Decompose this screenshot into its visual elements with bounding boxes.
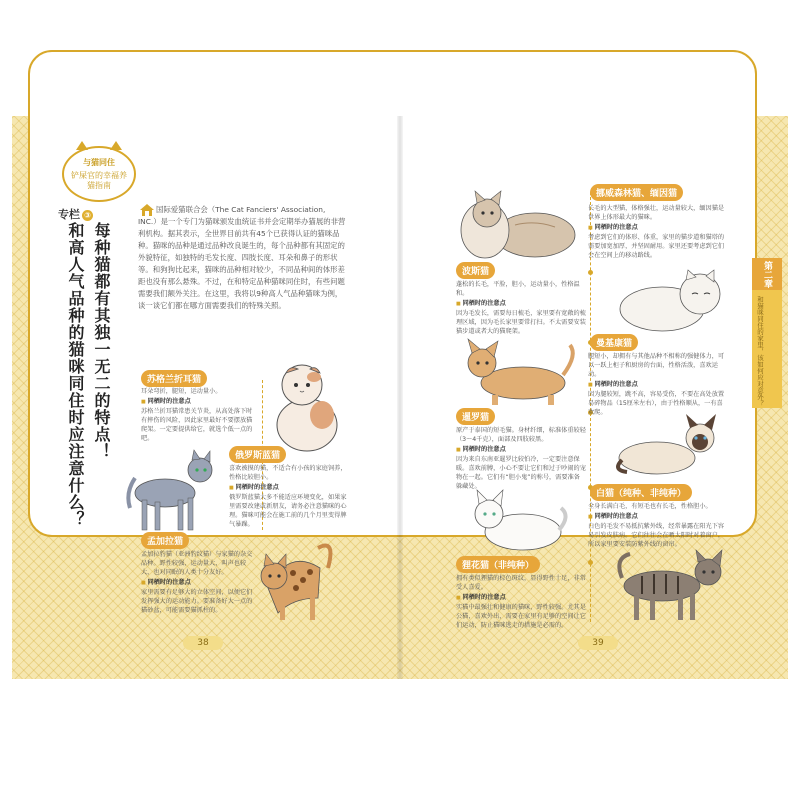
- siamese-cat-illustration: [612, 410, 730, 480]
- column-label: [58, 206, 93, 222]
- cat-ear-left-icon: [76, 141, 88, 150]
- cat-ear-right-icon: [110, 141, 122, 150]
- tabby-cat-illustration: [612, 548, 730, 626]
- page-number-left: 38: [183, 636, 223, 650]
- breed-title-munchkin: 曼基康猫: [590, 334, 638, 351]
- breed-text-scottish-fold: [141, 387, 253, 443]
- breed-text-tabby: [456, 574, 592, 630]
- breed-title-bengal: 孟加拉猫: [141, 532, 189, 549]
- care-heading: ■ 同栖时的注意点: [141, 397, 253, 407]
- breed-text-norwegian-forest: [588, 204, 728, 260]
- care-heading: ■ 同栖时的注意点: [229, 483, 347, 493]
- breed-care: 考虑到它们的体形、体重，家里的猫步道和猫塔的需要加宽加厚，并坚固耐用。家里还要考虑到它们会在空间上的移动路线。: [588, 234, 725, 259]
- page-number-right: 39: [578, 636, 618, 650]
- breed-desc: 拥有类似狸猫的棕色斑纹，显得野性十足，非常受人喜爱。: [456, 575, 586, 591]
- breed-text-persian: [456, 280, 586, 336]
- breed-desc: 孟加拉豹猫（亚洲豹纹猫）与家猫的杂交品种。野性较强，运动量大，叫声也较大，也对同眠的人类十分友好。: [141, 551, 253, 576]
- breed-desc: 长毛的大型猫，体格强壮，运动量较大，缅因猫是世界上体形最大的猫咪。: [588, 205, 725, 221]
- breed-desc: 喜欢被摸的猫，不适合有小孩的家庭饲养，性格比较胆小。: [229, 465, 347, 481]
- russian-blue-cat-illustration: [120, 448, 225, 538]
- breed-title-norwegian-forest: 挪威森林猫、缅因猫: [590, 184, 683, 201]
- badge-title: 与猫同住: [83, 158, 115, 167]
- white-cat-illustration: [463, 486, 573, 556]
- connector-dot: [588, 560, 593, 565]
- care-heading: ■ 同栖时的注意点: [588, 512, 728, 522]
- book-badge: [62, 146, 136, 202]
- breed-text-white-cat: [588, 502, 728, 549]
- bengal-cat-illustration: [248, 528, 348, 628]
- care-heading: ■ 同栖时的注意点: [456, 299, 586, 309]
- chapter-tab-text: 和猫咪同住的家里，该如何应对意外？: [756, 296, 764, 407]
- persian-cat-illustration: [612, 264, 732, 334]
- care-heading: ■ 同栖时的注意点: [141, 578, 253, 588]
- breed-desc: 全身长满白毛，有短毛也有长毛，性格胆小。: [588, 503, 712, 510]
- breed-title-persian: 波斯猫: [456, 262, 495, 279]
- care-heading: ■ 同栖时的注意点: [588, 223, 728, 233]
- care-heading: ■ 同栖时的注意点: [456, 445, 586, 455]
- page-title-line2: 和高人气品种的猫咪同住时应注意什么？: [66, 222, 85, 528]
- breed-care: 家里需要有足够大的立体空间，以便它们发挥强大的运动能力。要准备好大一点的猫砂盆，可能需要猫抓柱的。: [141, 589, 253, 614]
- breed-care: 俄罗斯蓝猫大多不能适应环境变化，如果家里需要改建或新朋友，请务必注意猫咪的心理。猫咪可能会在施工前的几个月里变得脾气暴躁。: [229, 494, 347, 528]
- care-heading: ■ 同栖时的注意点: [588, 380, 728, 390]
- connector-dot: [588, 270, 593, 275]
- breed-title-russian-blue: 俄罗斯蓝猫: [229, 446, 286, 463]
- breed-text-munchkin: [588, 352, 728, 417]
- breed-title-white-cat: 白猫（纯种、非纯种）: [590, 484, 692, 501]
- badge-subtitle: 铲屎官的幸福养猫指南: [71, 171, 127, 190]
- breed-text-siamese: [456, 426, 586, 491]
- column-label-text: 专栏: [58, 208, 80, 221]
- munchkin-cat-illustration: [458, 335, 583, 415]
- breed-text-bengal: [141, 550, 253, 615]
- norwegian-forest-cat-illustration: [455, 185, 580, 265]
- intro-paragraph: 国际爱猫联合会（The Cat Fanciers' Association, INC.）是一个专门为猫咪颁发血统证书并会定期举办猫展的非营利机构。据其表示，全世界目前共有45个已获得认证的猫咪品种。猫咪的品种是通过品种改良诞生的，每个品种都有其固定的外貌特征，如独特的毛发长度、四肢长度、耳朵和鼻子的形状等。和狗狗比起来，猫咪的品种相对较少，不同品种间的体形差距也没有那么悬殊。不过，在和特定品种猫咪同住时，有些问题需要我们额外关注。在这里，我将以9种高人气品种猫咪为例，谈一谈它们都在哪方面需要我们的特殊关照。: [138, 205, 346, 310]
- breed-desc: 蓬松的长毛，平脸，胆小，运动量小，性格温和。: [456, 281, 580, 297]
- scottish-fold-cat-illustration: [262, 355, 352, 455]
- breed-care: 因为腿较短，跳不高，容易受伤，不要在高处放置易碎物品（15厘米左右），由于性格顺从，一有喜欢爬。: [588, 391, 725, 416]
- breed-desc: 耳朵弯折，腿短，运动量小。: [141, 388, 222, 395]
- care-heading: ■ 同栖时的注意点: [456, 593, 592, 603]
- column-number: ③: [82, 210, 93, 221]
- book-gutter: [397, 116, 403, 679]
- page-title-line1: 每种猫都有其独一无二的特点！: [92, 222, 111, 460]
- breed-title-siamese: 暹罗猫: [456, 408, 495, 425]
- breed-care: 实猫中最强壮和健康的猫咪，野性较强。尤其是公猫，喜欢外出，需要在家里有足够的空间让它们运动，防止猫咪逃走的措施是必需的。: [456, 604, 586, 629]
- breed-title-scottish-fold: 苏格兰折耳猫: [141, 370, 207, 387]
- breed-desc: 腿短小，却拥有与其他品种不相称的强健体力，可以一跃上柜子和厨房的台面，性格活泼，喜欢运动。: [588, 353, 725, 378]
- breed-care: 白色的毛发不易抵抗紫外线，经常暴露在阳光下容易引发皮肤病。它们往往会在晒太阳时对着窗户，所以家里要安装防紫外线的窗帘。: [588, 523, 725, 548]
- breed-care: 因为毛发长，需要每日梳毛，家里要有宽敞的梳理区域，因为毛长家里要常打扫。不太需要安装猫步道或者大的猫爬架。: [456, 310, 586, 335]
- chapter-tab-label: 第二章: [752, 258, 782, 290]
- breed-care: 因为来自东南亚暹罗比较怕冷，一定要注意保暖。喜欢前膊，小心不要让它们和过于吵闹的宠物在一起。它们有“胆小鬼”的称号，需要准备躲藏处。: [456, 456, 586, 490]
- breed-title-tabby: 狸花猫（非纯种）: [456, 556, 540, 573]
- breed-desc: 原产于泰国的短毛猫。身材纤细，标准体重较轻（3～4千克），面部及四肢较黑。: [456, 427, 586, 443]
- breed-care: 苏格兰折耳猫常患关节炎，从高处落下时有摔伤的风险，因此家里最好不要摆放猫爬架。一定要提供给它，就选个低一点的吧。: [141, 408, 253, 442]
- breed-text-russian-blue: [229, 464, 347, 529]
